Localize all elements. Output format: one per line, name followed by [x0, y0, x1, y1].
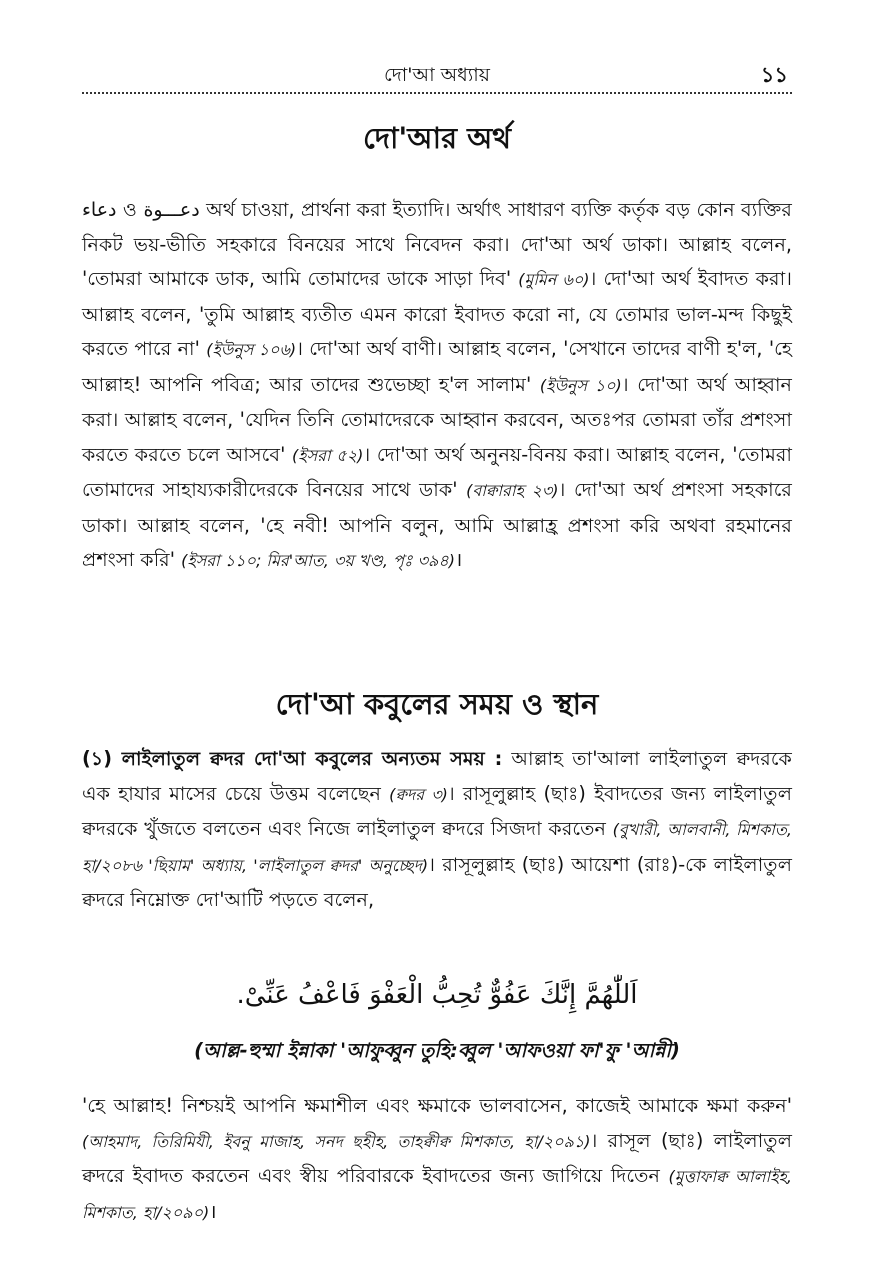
text-run: 'হে আল্লাহ! নিশ্চয়ই আপনি ক্ষমাশীল এবং ক্ষমাকে ভালবাসেন, কাজেই আমাকে ক্ষমা করুন'	[82, 1094, 792, 1117]
citation: (আহমাদ, তিরিমিযী, ইবনু মাজাহ, সনদ ছহীহ, তাহক্বীক্ব মিশকাত, হা/২০৯১)	[82, 1131, 591, 1151]
running-header	[82, 62, 792, 94]
text-run: ।	[454, 548, 463, 571]
page-number: ১১	[760, 63, 788, 87]
citation: (বুখারী, আলবানী, মিশকাত, হা/২০৮৬ 'ছিয়াম' অধ্যায়, 'লাইলাতুল ক্বদর' অনুচ্ছেদ)	[82, 820, 792, 875]
text-run: ও	[116, 198, 144, 221]
laylatul-qadr-paragraph	[82, 742, 792, 918]
citation: (ক্বদর ৩)	[389, 784, 448, 804]
arabic-word: دعاء	[82, 199, 117, 221]
text-run: । রাসূলুল্লাহ (ছাঃ) আয়েশা (রাঃ)-কে লাইলাতুল ক্বদরে নিম্নোক্ত দো'আটি পড়তে বলেন,	[82, 852, 792, 911]
section-heading-meaning: দো'আর অর্থ	[362, 121, 512, 155]
citation: (ইসরা ৫২)	[292, 445, 364, 465]
text-run: । দো'আ অর্থ অনুনয়-বিনয় করা। আল্লাহ বলেন, 'তোমরা তোমাদের সাহায্যকারীদেরকে বিনয়ের সাথে ডাক'	[82, 442, 792, 501]
citation: (মুত্তাফাক্ব আলাইহ, মিশকাত, হা/২০৯০)	[82, 1167, 793, 1222]
text-run: অর্থ চাওয়া, প্রার্থনা করা ইত্যাদি। অর্থাৎ সাধারণ ব্যক্তি কর্তৃক বড় কোন ব্যক্তির নিকট ভয়-ভীতি সহকারে বিনয়ের সাথে নিবেদন করা। দো'আ অর্থ ডাকা। আল্লাহ বলেন, 'তোমরা আমাকে ডাক, আমি তোমাদের ডাকে সাড়া দিব'	[82, 198, 792, 290]
text-run: । দো'আ অর্থ প্রশংসা সহকারে ডাকা। আল্লাহ বলেন, 'হে নবী! আপনি বলুন, আমি আল্লাহ্র প্রশংসা করি অথবা রহমানের প্রশংসা করি'	[82, 478, 792, 571]
citation: (ইউনুস ১০৬)	[206, 340, 297, 359]
citation: (মুমিন ৬০)	[518, 270, 590, 289]
topic-lead: (১) লাইলাতুল ক্বদর দো'আ কবুলের অন্যতম সময় :	[82, 747, 503, 770]
text-run: । রাসূল (ছাঃ) লাইলাতুল ক্বদরে ইবাদত করতেন এবং স্বীয় পরিবারকে ইবাদতের জন্য জাগিয়ে দিতেন	[82, 1128, 792, 1187]
citation: (ইসরা ১১০; মির'আত, ৩য় খণ্ড, পৃঃ ৩৯৪)	[181, 551, 455, 570]
meaning-paragraph	[82, 193, 792, 579]
text-run: । দো'আ অর্থ ইবাদত করা। আল্লাহ বলেন, 'তুমি আল্লাহ ব্যতীত এমন কারো ইবাদত করো না, যে তোমার ভাল-মন্দ কিছুই করতে পারে না'	[82, 267, 792, 360]
text-run: । দো'আ অর্থ আহ্বান করা। আল্লাহ বলেন, 'যেদিন তিনি তোমাদেরকে আহ্বান করবেন, অতঃপর তোমরা তাঁর প্রশংসা করতে করতে চলে আসবে'	[82, 372, 793, 466]
arabic-word: دعـــوة	[143, 199, 200, 221]
text-run: ।	[209, 1199, 217, 1223]
text-run: । রাসূলুল্লাহ (ছাঃ) ইবাদতের জন্য লাইলাতুল ক্বদরকে খুঁজতে বলতেন এবং নিজে লাইলাতুল ক্বদরে সিজদা করতেন	[82, 781, 792, 840]
arabic-dua: اَللّٰهُمَّ إِنَّكَ عَفُوٌّ تُحِبُّ الْعَفْوَ فَاعْفُ عَنِّىْ.	[236, 980, 638, 1010]
text-run: আল্লাহ তা'আলা লাইলাতুল ক্বদরকে এক হাযার মাসের চেয়ে উত্তম বলেছেন	[82, 747, 792, 805]
text-run: । দো'আ অর্থ বাণী। আল্লাহ বলেন, 'সেখানে তাদের বাণী হ'ল, 'হে আল্লাহ! আপনি পবিত্র; আর তাদের শুভেচ্ছা হ'ল সালাম'	[82, 337, 792, 396]
chapter-title: দো'আ অধ্যায়	[384, 64, 490, 86]
section-heading-acceptance: দো'আ কবুলের সময় ও স্থান	[275, 687, 599, 721]
citation: (ইউনুস ১০)	[539, 375, 622, 395]
transliteration: (আল্ল-হুম্মা ইন্নাকা 'আফুব্বুন তুহি:ব্বুল 'আফওয়া ফা'ফু 'আন্নী)	[194, 1039, 680, 1062]
citation: (বাক্বারাহ ২৩)	[466, 481, 559, 500]
translation-paragraph	[82, 1089, 792, 1230]
